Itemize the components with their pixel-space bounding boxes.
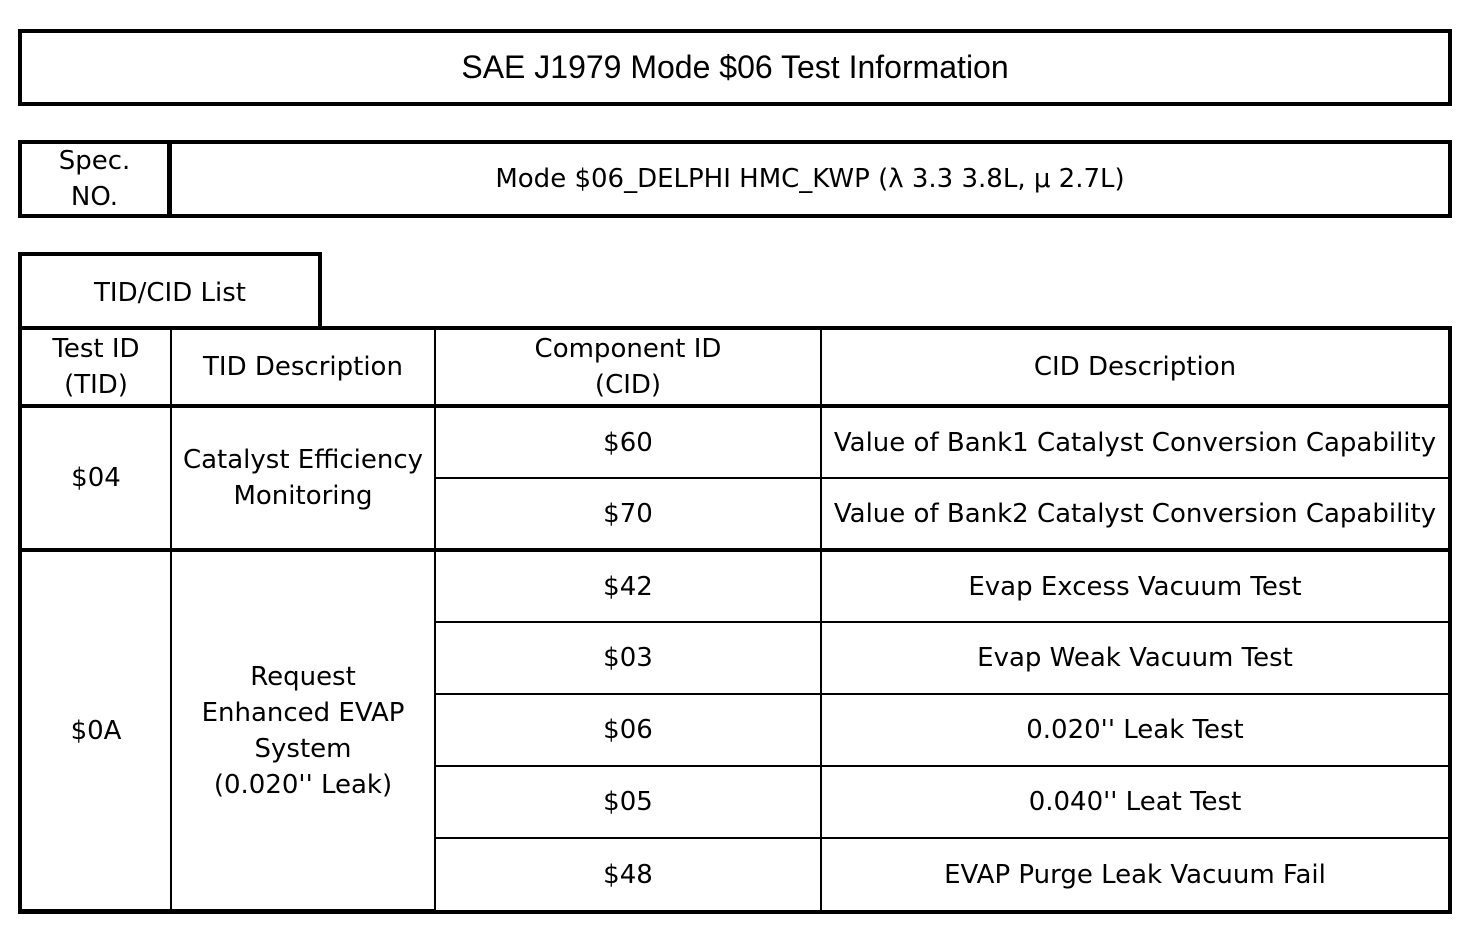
tid-cid-table bbox=[18, 326, 1452, 914]
header-cid-description: CID Description bbox=[821, 330, 1448, 406]
spec-label: Spec. NO. bbox=[22, 144, 172, 214]
spec-box bbox=[18, 140, 1452, 218]
header-cid: Component ID (CID) bbox=[435, 330, 821, 406]
table-row bbox=[22, 406, 1448, 478]
tid-description-cell: Request Enhanced EVAP System (0.020'' Leak) bbox=[171, 550, 435, 910]
cid-description-cell: Evap Weak Vacuum Test bbox=[821, 622, 1448, 694]
cid-description-cell: Value of Bank1 Catalyst Conversion Capability bbox=[821, 406, 1448, 478]
cid-description-cell: 0.020'' Leak Test bbox=[821, 694, 1448, 766]
tid-cell: $04 bbox=[22, 406, 171, 550]
cid-cell: $06 bbox=[435, 694, 821, 766]
page-title: SAE J1979 Mode $06 Test Information bbox=[461, 49, 1009, 85]
list-title: TID/CID List bbox=[18, 252, 322, 330]
cid-cell: $60 bbox=[435, 406, 821, 478]
cid-cell: $05 bbox=[435, 766, 821, 838]
cid-description-cell: Value of Bank2 Catalyst Conversion Capability bbox=[821, 478, 1448, 550]
header-tid-description: TID Description bbox=[171, 330, 435, 406]
cid-description-cell: EVAP Purge Leak Vacuum Fail bbox=[821, 838, 1448, 910]
table-header-row bbox=[22, 330, 1448, 406]
tid-description-cell: Catalyst Efficiency Monitoring bbox=[171, 406, 435, 550]
spec-value: Mode $06_DELPHI HMC_KWP (λ 3.3 3.8L, μ 2.7L) bbox=[495, 164, 1125, 194]
cid-cell: $03 bbox=[435, 622, 821, 694]
header-tid: Test ID (TID) bbox=[22, 330, 171, 406]
title-box bbox=[18, 29, 1452, 106]
tid-cell: $0A bbox=[22, 550, 171, 910]
cid-description-cell: Evap Excess Vacuum Test bbox=[821, 550, 1448, 622]
cid-cell: $42 bbox=[435, 550, 821, 622]
table-row bbox=[22, 550, 1448, 622]
cid-cell: $48 bbox=[435, 838, 821, 910]
cid-cell: $70 bbox=[435, 478, 821, 550]
cid-description-cell: 0.040'' Leat Test bbox=[821, 766, 1448, 838]
